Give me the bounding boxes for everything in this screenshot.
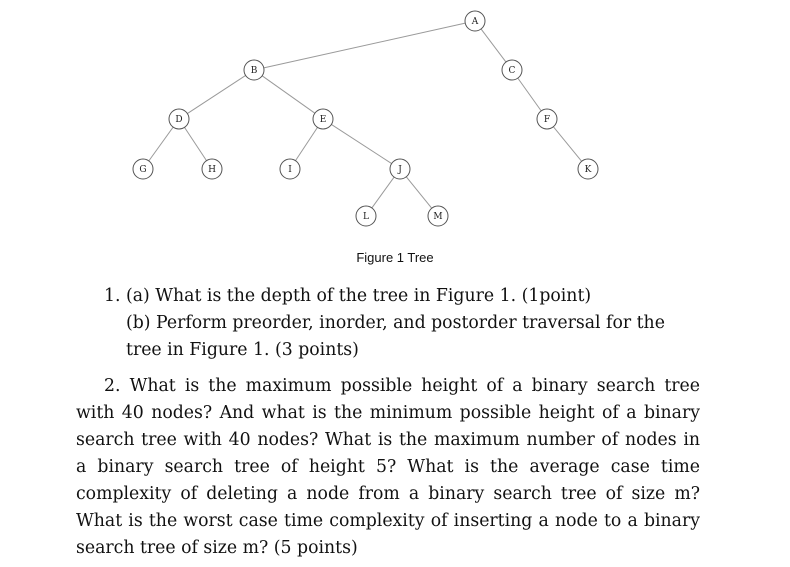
tree-node-label: D [175, 115, 183, 126]
question-2 [76, 373, 700, 562]
tree-node-label: E [319, 115, 327, 126]
tree-node-label: M [433, 212, 443, 223]
question-1-part-b-line-2: tree in Figure 1. (3 points) [126, 340, 359, 360]
tree-node-l [356, 206, 376, 226]
tree-nodes [133, 11, 598, 226]
tree-node-a [465, 11, 485, 31]
tree-edge [331, 124, 391, 163]
tree-node-d [169, 109, 189, 129]
tree-edge [553, 127, 581, 162]
tree-edge [481, 29, 506, 62]
tree-node-e [313, 109, 333, 129]
tree-node-f [537, 109, 557, 129]
tree-node-label: A [471, 17, 479, 28]
tree-edge [262, 76, 315, 113]
tree-node-m [428, 206, 448, 226]
question-1 [104, 283, 724, 364]
tree-figure [0, 0, 790, 240]
tree-node-c [502, 60, 522, 80]
tree-node-label: L [363, 212, 369, 223]
tree-edge [264, 23, 465, 68]
tree-node-g [133, 159, 153, 179]
tree-edge [372, 177, 394, 208]
question-1-number: 1. [104, 286, 121, 306]
tree-node-h [202, 159, 222, 179]
question-2-number: 2. [104, 376, 121, 396]
question-1-part-a: (a) What is the depth of the tree in Figure 1. (1point) [126, 286, 592, 306]
tree-node-label: C [508, 66, 516, 77]
tree-node-j [390, 159, 410, 179]
tree-node-k [578, 159, 598, 179]
tree-node-label: I [288, 165, 292, 176]
tree-edges [149, 23, 582, 208]
tree-edge [406, 177, 431, 208]
question-1-part-b-line-1: (b) Perform preorder, inorder, and postorder traversal for the [126, 313, 665, 333]
tree-edge [185, 127, 207, 160]
tree-node-label: H [208, 165, 216, 176]
tree-node-label: G [139, 165, 147, 176]
tree-node-i [280, 159, 300, 179]
tree-node-label: B [250, 66, 258, 77]
figure-caption: Figure 1 Tree [356, 250, 434, 265]
tree-node-b [244, 60, 264, 80]
tree-edge [187, 75, 245, 113]
tree-edge [518, 78, 541, 111]
tree-node-label: J [398, 165, 402, 176]
tree-edge [296, 127, 318, 160]
tree-node-label: F [543, 115, 551, 126]
tree-node-label: K [584, 165, 592, 176]
tree-edge [149, 127, 173, 161]
question-2-text: What is the maximum possible height of a binary search tree with 40 nodes? And what is the minimum possible height of a binary search tree with 40 nodes? What is the maximum number of nodes in a binary search tree of height 5? What is the average case time complexity of deleting a node from a binary search tree of size m? What is the worst case time complexity of inserting a node to a binary search tree of size m? (5 points) [76, 376, 700, 558]
